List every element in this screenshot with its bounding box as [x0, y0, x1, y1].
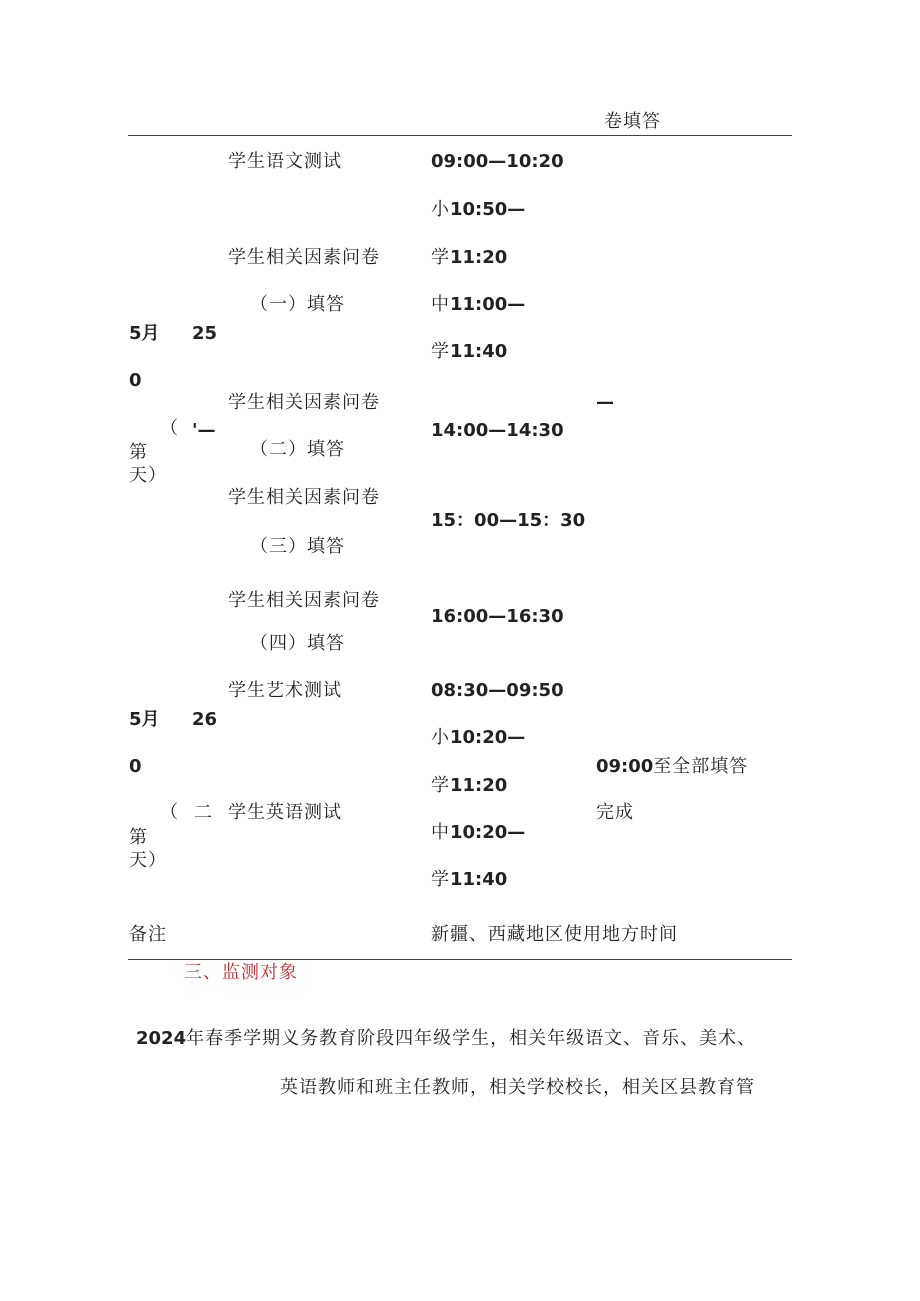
day2-primary-end: 学11:20	[431, 775, 508, 796]
subject-questionnaire-4: 学生相关因素问卷	[228, 590, 380, 611]
day1-zero: 0	[129, 370, 142, 391]
subject-questionnaire-1-fill: （一）填答	[250, 294, 345, 315]
day2-di: 第	[129, 827, 148, 848]
day1-tian: 天）	[129, 465, 167, 486]
day2-er: 二	[194, 802, 213, 823]
day2-middle-end: 学11:40	[431, 869, 508, 890]
subject-chinese-test: 学生语文测试	[228, 151, 342, 172]
day2-paren: （	[160, 802, 179, 823]
day2-tian: 天）	[129, 850, 167, 871]
primary-end: 学11:20	[431, 247, 508, 268]
time-chinese-test: 09:00—10:20	[431, 151, 564, 172]
subject-questionnaire-2-fill: （二）填答	[250, 439, 345, 460]
time-questionnaire-4: 16:00—16:30	[431, 606, 564, 627]
subject-questionnaire-3: 学生相关因素问卷	[228, 487, 380, 508]
day1-day: 25	[192, 323, 218, 344]
subject-questionnaire-3-fill: （三）填答	[250, 536, 345, 557]
time-art-test: 08:30—09:50	[431, 680, 564, 701]
subject-questionnaire-1: 学生相关因素问卷	[228, 247, 380, 268]
day1-month: 5月	[129, 323, 160, 344]
day1-di: 第	[129, 442, 148, 463]
day1-dash: '—	[192, 420, 216, 441]
day2-month: 5月	[129, 709, 160, 730]
time-questionnaire-3: 15：00—15：30	[431, 510, 586, 531]
day2-primary-start: 小10:20—	[431, 727, 526, 748]
day2-middle-start: 中10:20—	[431, 822, 526, 843]
section-heading: 三、监测对象	[184, 962, 298, 983]
table-bottom-rule	[128, 959, 792, 960]
day2-day: 26	[192, 709, 218, 730]
subject-questionnaire-2: 学生相关因素问卷	[228, 392, 380, 413]
day2-zero: 0	[129, 756, 142, 777]
time-questionnaire-2: 14:00—14:30	[431, 420, 564, 441]
day1-paren: （	[160, 418, 179, 439]
paragraph-line-2: 英语教师和班主任教师，相关学校校长，相关区县教育管	[280, 1077, 755, 1098]
table-top-rule	[128, 135, 792, 136]
middle-start: 中11:00—	[431, 294, 526, 315]
middle-end: 学11:40	[431, 341, 508, 362]
primary-prefix: 小10:50—	[431, 199, 526, 220]
subject-english-test: 学生英语测试	[228, 802, 342, 823]
paragraph-line-1: 2024年春季学期义务教育阶段四年级学生，相关年级语文、音乐、美术、	[136, 1028, 757, 1049]
subject-art-test: 学生艺术测试	[228, 680, 342, 701]
note-complete: 完成	[596, 802, 634, 823]
note-dash: —	[596, 392, 614, 413]
remark-value: 新疆、西藏地区使用地方时间	[431, 924, 678, 945]
table-cell-continuation: 卷填答	[604, 111, 661, 132]
remark-label: 备注	[129, 924, 167, 945]
subject-questionnaire-4-fill: （四）填答	[250, 633, 345, 654]
note-until-complete: 09:00至全部填答	[596, 756, 749, 777]
